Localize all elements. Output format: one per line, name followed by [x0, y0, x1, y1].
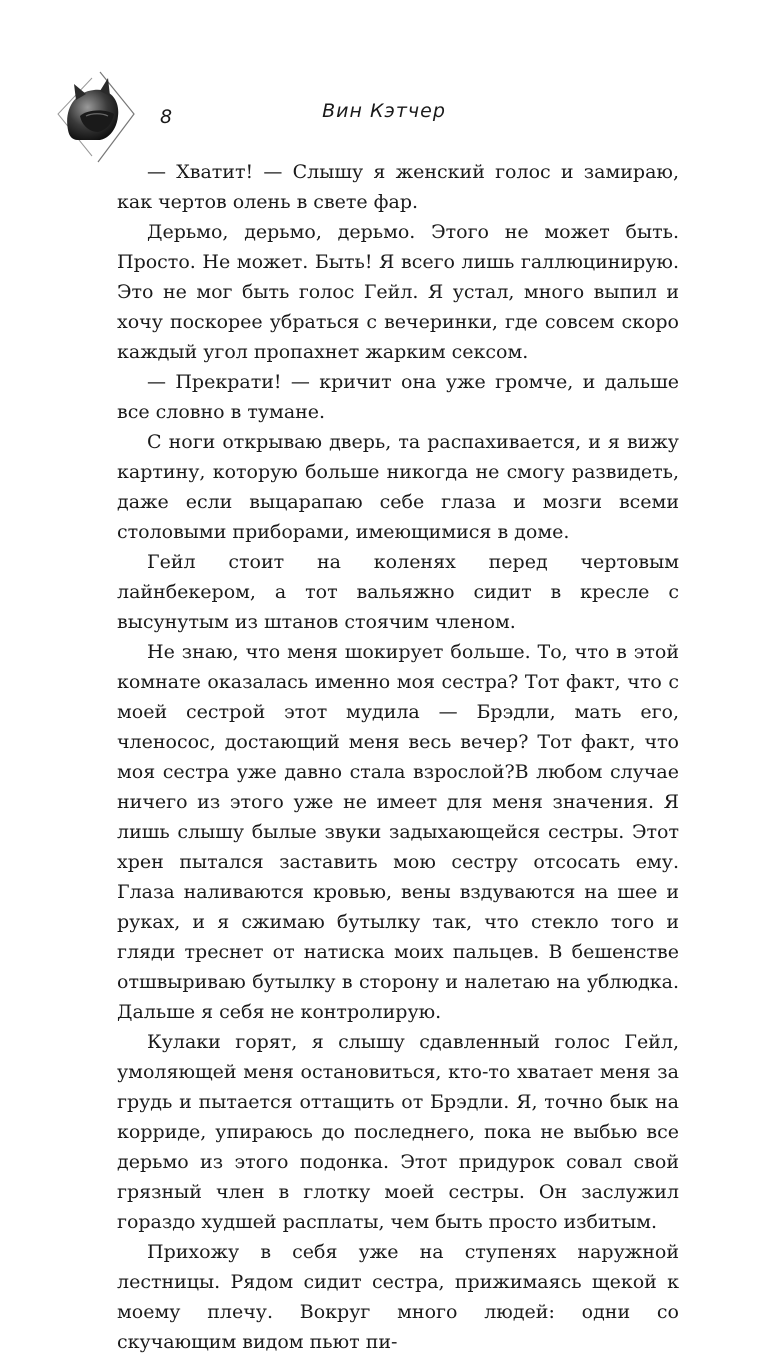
running-head-author: Вин Кэтчер — [322, 100, 446, 122]
paragraph: — Хватит! — Слышу я женский голос и замираю, как чертов олень в свете фар. — [117, 161, 679, 213]
paragraph: Гейл стоит на коленях перед чертовым лайнбекером, а тот вальяжно сидит в кресле с высунутым из штанов стоячим членом. — [117, 551, 679, 633]
paragraph: Кулаки горят, я слышу сдавленный голос Гейл, умоляющей меня остановиться, кто-то хватает меня за грудь и пытается оттащить от Брэдли. Я, точно бык на корриде, упираюсь до последнего, пока не выбью все дерьмо из этого подонка. Этот придурок совал свой грязный член в глотку моей сестры. Он заслужил гораздо худшей расплаты, чем быть просто избитым. — [117, 1031, 679, 1233]
body-text — [117, 157, 679, 1357]
paragraph: Не знаю, что меня шокирует больше. То, что в этой комнате оказалась именно моя сестра? Тот факт, что с моей сестрой этот мудила — Брэдли, мать его, членосос, достающий меня весь вечер? Тот факт, что моя сестра уже давно стала взрослой?В любом случае ничего из этого уже не имеет для меня значения. Я лишь слышу былые звуки задыхающейся сестры. Этот хрен пытался заставить мою сестру отсосать ему. Глаза наливаются кровью, вены вздуваются на шее и руках, и я сжимаю бутылку так, что стекло того и гляди треснет от натиска моих пальцев. В бешенстве отшвыриваю бутылку в сторону и налетаю на ублюдка. Дальше я себя не контролирую. — [117, 641, 679, 1023]
paragraph: Прихожу в себя уже на ступенях наружной лестницы. Рядом сидит сестра, прижимаясь щекой к моему плечу. Вокруг много людей: одни со скучающим видом пьют пи- — [117, 1241, 679, 1353]
page-number: 8 — [160, 106, 173, 128]
paragraph: С ноги открываю дверь, та распахивается, и я вижу картину, которую больше никогда не смогу развидеть, даже если выцарапаю себе глаза и мозги всеми столовыми приборами, имеющимися в доме. — [117, 431, 679, 543]
paragraph: — Прекрати! — кричит она уже громче, и дальше все словно в тумане. — [117, 371, 679, 423]
paragraph: Дерьмо, дерьмо, дерьмо. Этого не может быть. Просто. Не может. Быть! Я всего лишь галлюцинирую. Это не мог быть голос Гейл. Я устал, много выпил и хочу поскорее убраться с вечеринки, где совсем скоро каждый угол пропахнет жарким сексом. — [117, 221, 679, 363]
